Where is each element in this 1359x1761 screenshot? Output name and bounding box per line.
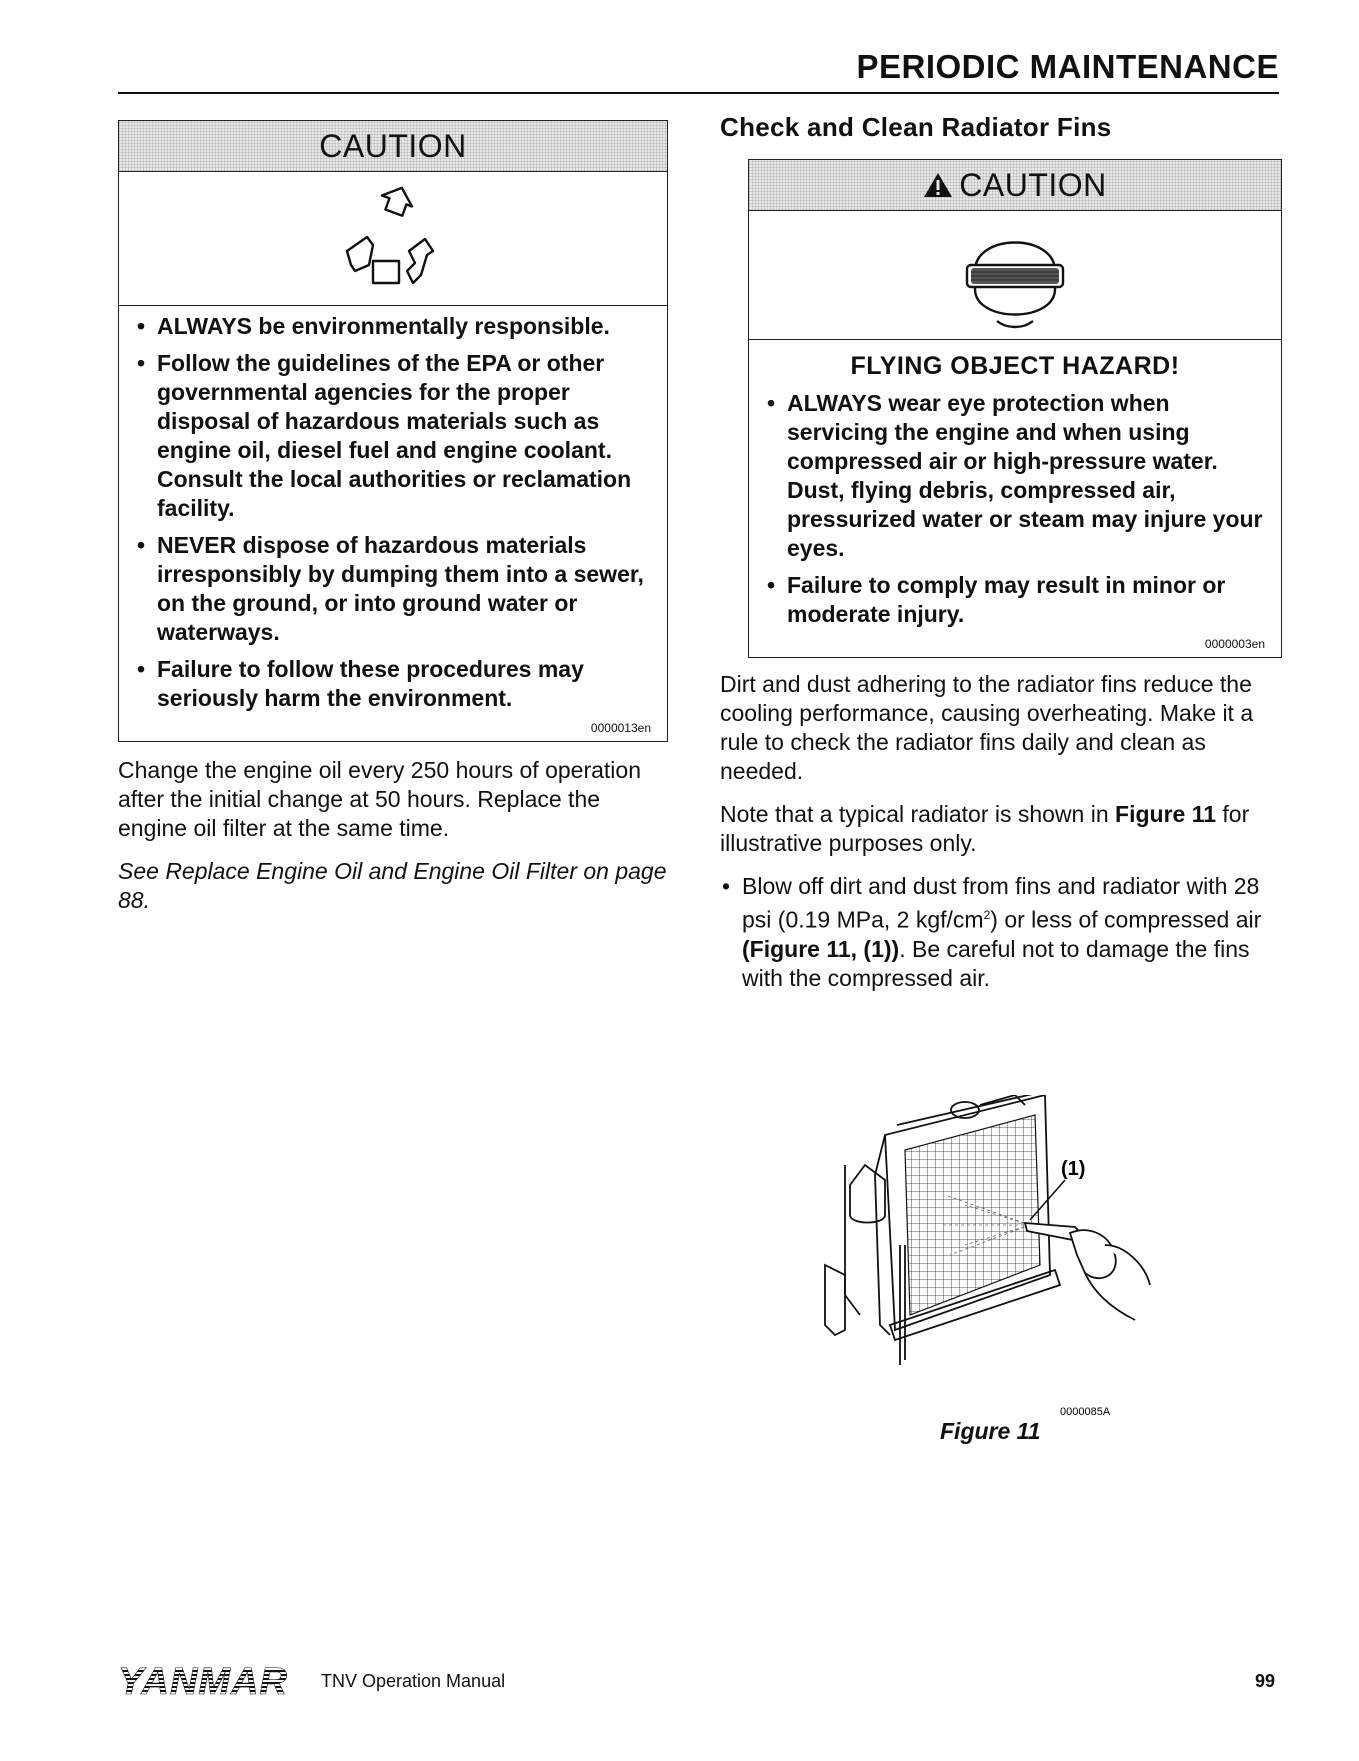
right-column [720,112,1280,993]
figure-note-paragraph [720,800,1280,858]
procedure-bullet [720,872,1280,993]
see-reference: See Replace Engine Oil and Engine Oil Filter on page 88. [118,858,667,913]
bullet-text: ) or less of compressed air [990,906,1262,933]
oil-change-paragraph: Change the engine oil every 250 hours of operation after the initial change at 50 hours. Replace the engine oil filter at the same time. [118,757,641,841]
caution-bullet-list [765,389,1265,629]
note-text: for illustrative purposes only. [720,801,1250,856]
recycle-pictogram-area [119,172,667,306]
goggles-pictogram-area [749,211,1281,340]
page-header-title: PERIODIC MAINTENANCE [856,48,1279,85]
recycle-icon [333,179,453,299]
yanmar-logo [118,1662,318,1705]
flying-object-caution-box [748,159,1282,658]
yanmar-logo-text: YANMAR [118,1662,288,1700]
bullet-text: . Be careful not to damage the fins with the compressed air. [742,935,1250,991]
yanmar-logo-mark [118,1662,318,1700]
caution-bullet: • Follow the guidelines of the EPA or other governmental agencies for the proper disposal of hazardous materials such as engine oil, diesel fuel and engine coolant. Consult the local authorities or reclamation facility. [135,349,651,523]
figure-11-illustration [815,1095,1175,1420]
figure-callout: (1) [1061,1158,1086,1180]
note-text: Note that a typical radiator is shown in [720,801,1116,827]
caution-bullet-list [135,312,651,713]
caution-code: 0000003en [1204,637,1265,651]
caution-bullet: • Failure to comply may result in minor or moderate injury. [765,571,1265,629]
figure-code: 0000085A [1060,1406,1111,1418]
caution-bullet: • ALWAYS wear eye protection when servicing the engine and when using compressed air or high-pressure water. Dust, flying debris, compressed air, pressurized water or steam may injure your eyes. [765,389,1265,563]
page-number: 99 [1254,1671,1275,1691]
hazard-title: FLYING OBJECT HAZARD! [850,352,1180,380]
radiator-paragraph: Dirt and dust adhering to the radiator fins reduce the cooling performance, causing overheating. Make it a rule to check the radiator fins daily and clean as needed. [720,671,1254,784]
section-title: Check and Clean Radiator Fins [720,112,1112,142]
warning-triangle-icon [923,172,953,198]
caution-code: 0000013en [590,721,651,735]
caution-bullet: • Failure to follow these procedures may seriously harm the environment. [135,655,651,713]
superscript: 2 [983,908,991,922]
procedure-bullet-list [720,872,1280,993]
caution-banner [749,160,1281,211]
caution-banner-label: CAUTION [319,127,467,164]
caution-bullet: • ALWAYS be environmentally responsible. [135,312,651,341]
caution-body [119,306,667,741]
caution-banner-label: CAUTION [959,166,1107,203]
environmental-caution-box [118,120,668,742]
radiator-cleaning-illustration [815,1095,1175,1420]
caution-body [749,340,1281,657]
caution-banner [119,121,667,172]
caution-bullet: • NEVER dispose of hazardous materials irresponsibly by dumping them into a sewer, on the ground, or into ground water or waterways. [135,531,651,647]
header-rule [118,92,1279,94]
figure-reference: Figure 11 [1115,801,1217,827]
figure-caption: Figure 11 [940,1418,1041,1444]
figure-reference: (Figure 11, (1)) [742,935,900,962]
safety-goggles-icon [955,213,1075,337]
left-column [118,120,668,915]
bullet-text: Blow off dirt and dust from fins and radiator with 28 psi (0.19 MPa, 2 kgf/cm [742,873,1260,933]
manual-title: TNV Operation Manual [321,1671,506,1691]
